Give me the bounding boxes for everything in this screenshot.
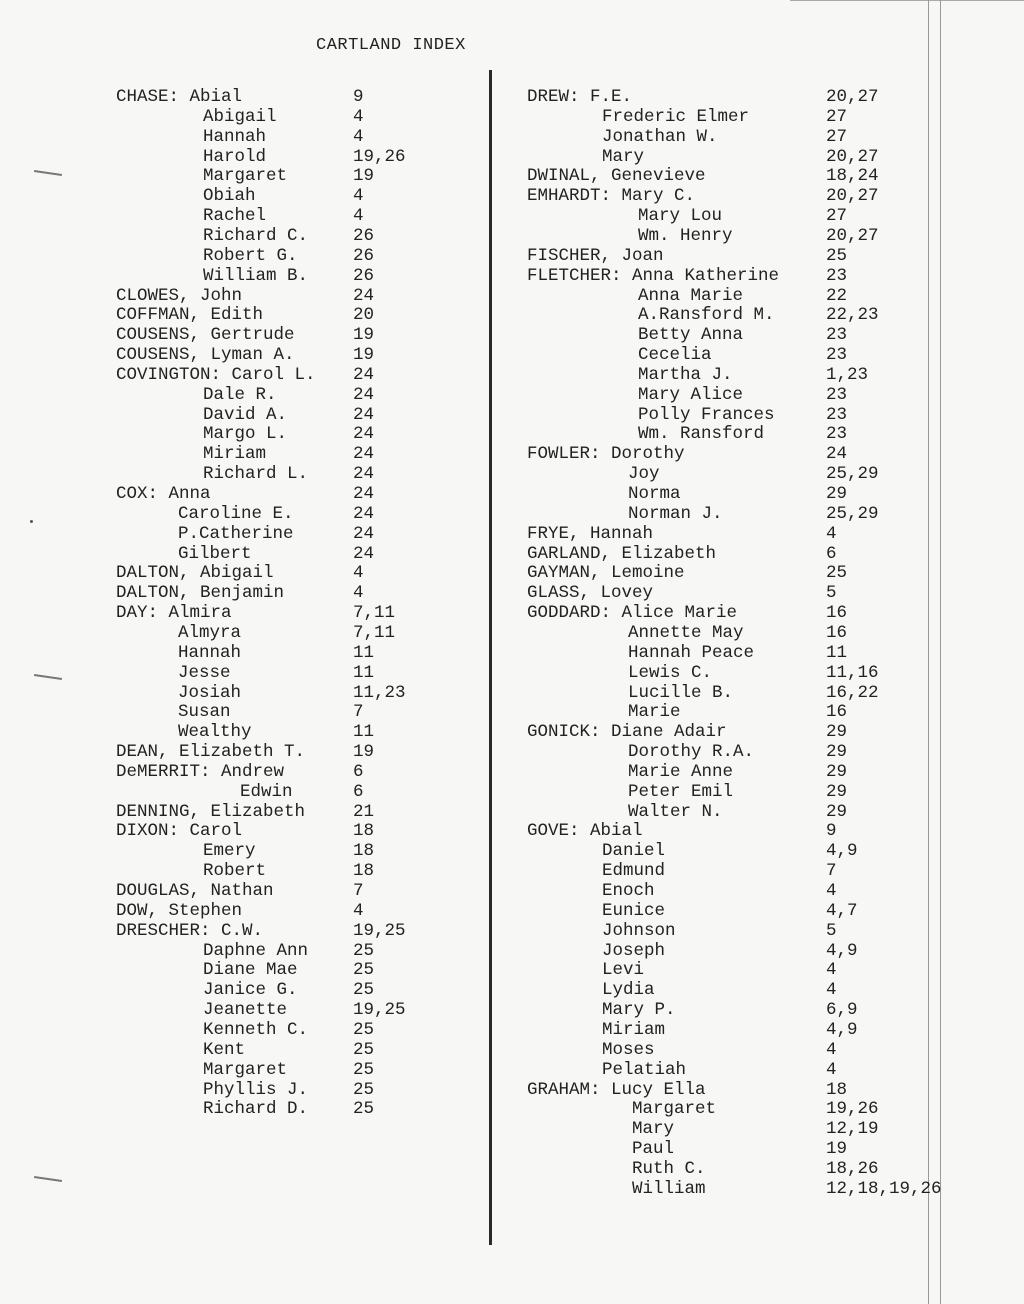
index-entry: [0, 623, 1000, 643]
entry-name: Richard C.: [203, 225, 309, 246]
entry-pages: 24: [353, 543, 375, 564]
entry-pages: 4: [353, 563, 364, 584]
entry-pages: 24: [353, 384, 375, 405]
entry-name: Gilbert: [178, 543, 252, 564]
entry-pages: 24: [353, 523, 375, 544]
index-entry: [0, 683, 1000, 703]
entry-pages: 29: [826, 484, 848, 504]
entry-name: CHASE: Abial: [116, 87, 243, 107]
index-entry: [0, 226, 1000, 246]
entry-pages: 19: [353, 345, 375, 366]
entry-pages: 25: [826, 563, 848, 584]
entry-name: Edwin: [240, 781, 293, 802]
entry-name: Cecelia: [638, 345, 712, 366]
entry-pages: 18,24: [826, 166, 879, 187]
entry-pages: 20,27: [826, 225, 879, 246]
entry-name: Annette May: [628, 622, 744, 643]
entry-pages: 7: [353, 881, 364, 901]
entry-pages: 7,11: [353, 622, 396, 643]
index-entry: [0, 782, 1000, 802]
entry-pages: 22,23: [826, 305, 879, 326]
entry-pages: 6,9: [826, 1000, 858, 1021]
entry-name: Wm. Ransford: [638, 424, 765, 445]
entry-name: DALTON, Abigail: [116, 563, 274, 584]
entry-name: Susan: [178, 702, 231, 723]
entry-pages: 20,27: [826, 186, 879, 207]
index-entry: [0, 147, 1000, 167]
entry-name: DWINAL, Genevieve: [527, 166, 706, 187]
entry-pages: 16: [826, 603, 848, 624]
entry-name: Richard L.: [203, 464, 309, 485]
page-title: CARTLAND INDEX: [316, 36, 466, 55]
entry-pages: 19: [353, 742, 375, 763]
index-entry: [0, 742, 1000, 762]
entry-pages: 20,27: [826, 146, 879, 167]
index-entry: [0, 702, 1000, 722]
entry-pages: 4: [826, 960, 837, 981]
entry-pages: 29: [826, 781, 848, 802]
entry-name: Joseph: [602, 940, 666, 961]
entry-name: Kenneth C.: [203, 1019, 309, 1040]
entry-name: EMHARDT: Mary C.: [527, 186, 696, 207]
entry-name: Richard D.: [203, 1099, 309, 1120]
index-entry: [0, 1020, 1000, 1040]
entry-name: CLOWES, John: [116, 285, 243, 306]
index-entry: [0, 107, 1000, 127]
index-entry: [0, 166, 1000, 186]
index-entry: [0, 385, 1000, 405]
index-entry: [0, 544, 1000, 564]
entry-name: Margaret: [203, 1059, 288, 1080]
entry-name: Margo L.: [203, 424, 288, 445]
entry-name: GARLAND, Elizabeth: [527, 543, 717, 564]
index-entry: [0, 365, 1000, 385]
index-entry: [0, 266, 1000, 286]
entry-name: Polly Frances: [638, 404, 775, 425]
entry-name: Lucille B.: [628, 682, 734, 703]
entry-name: FOWLER: Dorothy: [527, 444, 685, 465]
index-entry: [0, 464, 1000, 484]
entry-pages: 4: [826, 1039, 837, 1060]
entry-pages: 11,16: [826, 662, 879, 683]
index-entry: [0, 881, 1000, 901]
entry-pages: 23: [826, 384, 848, 405]
index-entry: [0, 484, 1000, 504]
entry-pages: 23: [826, 345, 848, 366]
entry-pages: 11,23: [353, 682, 406, 703]
entry-name: William: [632, 1178, 706, 1199]
entry-pages: 29: [826, 801, 848, 822]
entry-name: DIXON: Carol: [116, 821, 243, 842]
entry-pages: 27: [826, 206, 848, 227]
entry-pages: 20,27: [826, 87, 879, 107]
index-entry: [0, 1040, 1000, 1060]
entry-name: Dorothy R.A.: [628, 742, 755, 763]
entry-pages: 26: [353, 225, 375, 246]
entry-name: Margaret: [203, 166, 288, 187]
entry-pages: 27: [826, 126, 848, 147]
entry-name: Mary Alice: [638, 384, 744, 405]
entry-name: Caroline E.: [178, 503, 294, 524]
entry-name: Edmund: [602, 861, 666, 882]
entry-name: Josiah: [178, 682, 242, 703]
entry-name: Lydia: [602, 980, 655, 1001]
index-entry: [0, 424, 1000, 444]
entry-pages: 25: [353, 1019, 375, 1040]
entry-name: Wm. Henry: [638, 225, 733, 246]
entry-pages: 6: [826, 543, 837, 564]
entry-pages: 9: [826, 821, 837, 842]
entry-name: Pelatiah: [602, 1059, 687, 1080]
index-entry: [0, 643, 1000, 663]
entry-pages: 25: [353, 980, 375, 1001]
index-entry: [0, 206, 1000, 226]
entry-name: Robert: [203, 861, 267, 882]
entry-name: Janice G.: [203, 980, 298, 1001]
entry-pages: 27: [826, 106, 848, 127]
entry-pages: 5: [826, 920, 837, 941]
entry-name: Norma: [628, 484, 681, 504]
entry-pages: 4,9: [826, 1019, 858, 1040]
index-entry: [0, 1000, 1000, 1020]
index-entry: [0, 980, 1000, 1000]
entry-pages: 5: [826, 583, 837, 604]
index-entry: [0, 186, 1000, 206]
entry-pages: 11: [353, 642, 375, 663]
index-entry: [0, 1139, 1000, 1159]
entry-name: Miriam: [203, 444, 267, 465]
entry-pages: 23: [826, 325, 848, 346]
index-entry: [0, 127, 1000, 147]
entry-name: DENNING, Elizabeth: [116, 801, 306, 822]
page-edge-top: [790, 0, 1024, 1]
entry-name: Robert G.: [203, 245, 298, 266]
entry-pages: 21: [353, 801, 375, 822]
entry-pages: 18: [353, 821, 375, 842]
entry-pages: 4: [353, 126, 364, 147]
entry-pages: 25: [353, 940, 375, 961]
entry-name: David A.: [203, 404, 288, 425]
entry-pages: 4: [353, 206, 364, 227]
entry-pages: 19,25: [353, 1000, 406, 1021]
entry-pages: 4,9: [826, 940, 858, 961]
entry-name: Emery: [203, 841, 256, 862]
entry-name: GODDARD: Alice Marie: [527, 603, 738, 624]
entry-name: Almyra: [178, 622, 242, 643]
entry-name: Mary Lou: [638, 206, 723, 227]
entry-name: Betty Anna: [638, 325, 744, 346]
entry-pages: 20: [353, 305, 375, 326]
entry-name: GLASS, Lovey: [527, 583, 654, 604]
index-entry: [0, 1159, 1000, 1179]
entry-pages: 24: [353, 444, 375, 465]
index-entry: [0, 325, 1000, 345]
entry-pages: 18: [353, 861, 375, 882]
entry-name: Martha J.: [638, 364, 733, 385]
entry-name: Margaret: [632, 1099, 717, 1120]
entry-pages: 11: [353, 722, 375, 743]
entry-name: Levi: [602, 960, 645, 981]
index-entry: [0, 444, 1000, 464]
entry-name: FRYE, Hannah: [527, 523, 654, 544]
entry-pages: 7: [826, 861, 837, 882]
entry-pages: 19: [826, 1139, 848, 1160]
entry-name: P.Catherine: [178, 523, 294, 544]
entry-name: COFFMAN, Edith: [116, 305, 264, 326]
entry-pages: 23: [826, 404, 848, 425]
entry-name: Peter Emil: [628, 781, 734, 802]
index-entry: [0, 87, 1000, 107]
entry-pages: 24: [353, 484, 375, 504]
entry-name: Jonathan W.: [602, 126, 718, 147]
entry-name: Frederic Elmer: [602, 106, 750, 127]
entry-pages: 4,7: [826, 900, 858, 921]
index-entry: [0, 941, 1000, 961]
index-entry: [0, 504, 1000, 524]
entry-pages: 12,18,19,26: [826, 1178, 942, 1199]
entry-name: Walter N.: [628, 801, 723, 822]
entry-pages: 24: [353, 503, 375, 524]
entry-name: Marie Anne: [628, 761, 734, 782]
entry-pages: 19,26: [353, 146, 406, 167]
entry-name: Mary P.: [602, 1000, 676, 1021]
index-entry: [0, 861, 1000, 881]
entry-pages: 25: [353, 960, 375, 981]
entry-name: DeMERRIT: Andrew: [116, 761, 285, 782]
entry-pages: 4: [353, 900, 364, 921]
entry-pages: 23: [826, 424, 848, 445]
entry-pages: 25,29: [826, 503, 879, 524]
entry-name: Abigail: [203, 106, 277, 127]
entry-pages: 7: [353, 702, 364, 723]
entry-pages: 25: [353, 1059, 375, 1080]
entry-name: Moses: [602, 1039, 655, 1060]
entry-name: Eunice: [602, 900, 666, 921]
entry-pages: 19,25: [353, 920, 406, 941]
entry-name: Lewis C.: [628, 662, 713, 683]
entry-name: Phyllis J.: [203, 1079, 309, 1100]
entry-pages: 4: [826, 1059, 837, 1080]
index-entry: [0, 762, 1000, 782]
entry-name: Anna Marie: [638, 285, 744, 306]
entry-pages: 26: [353, 265, 375, 286]
entry-name: DEAN, Elizabeth T.: [116, 742, 306, 763]
index-entry: [0, 663, 1000, 683]
entry-pages: 4: [353, 583, 364, 604]
entry-pages: 25: [826, 245, 848, 266]
entry-name: Hannah: [178, 642, 242, 663]
index-entry: [0, 821, 1000, 841]
entry-pages: 19,26: [826, 1099, 879, 1120]
entry-name: DRESCHER: C.W.: [116, 920, 264, 941]
entry-name: DREW: F.E.: [527, 87, 633, 107]
entry-name: Paul: [632, 1139, 675, 1160]
entry-pages: 11: [826, 642, 848, 663]
index-entry: [0, 345, 1000, 365]
entry-pages: 25: [353, 1039, 375, 1060]
index-entry: [0, 286, 1000, 306]
entry-name: Mary: [602, 146, 645, 167]
entry-pages: 25: [353, 1079, 375, 1100]
entry-pages: 24: [353, 285, 375, 306]
entry-pages: 24: [353, 364, 375, 385]
entry-pages: 29: [826, 761, 848, 782]
entry-name: Miriam: [602, 1019, 666, 1040]
index-entry: [0, 1060, 1000, 1080]
entry-name: GOVE: Abial: [527, 821, 643, 842]
entry-name: Dale R.: [203, 384, 277, 405]
entry-pages: 26: [353, 245, 375, 266]
index-entry: [0, 1099, 1000, 1119]
entry-pages: 19: [353, 166, 375, 187]
entry-pages: 24: [353, 424, 375, 445]
entry-name: Daphne Ann: [203, 940, 309, 961]
entry-name: Wealthy: [178, 722, 252, 743]
entry-name: William B.: [203, 265, 309, 286]
entry-pages: 18,26: [826, 1158, 879, 1179]
index-entry: [0, 405, 1000, 425]
entry-name: Kent: [203, 1039, 246, 1060]
index-entry: [0, 305, 1000, 325]
index-entry: [0, 802, 1000, 822]
index-entry: [0, 960, 1000, 980]
entry-pages: 25: [353, 1099, 375, 1120]
index-entry: [0, 563, 1000, 583]
index-entry: [0, 901, 1000, 921]
entry-pages: 19: [353, 325, 375, 346]
entry-pages: 16,22: [826, 682, 879, 703]
entry-pages: 29: [826, 742, 848, 763]
index-entry: [0, 1080, 1000, 1100]
entry-pages: 4: [826, 980, 837, 1001]
entry-name: Diane Mae: [203, 960, 298, 981]
entry-pages: 29: [826, 722, 848, 743]
entry-name: Hannah Peace: [628, 642, 755, 663]
entry-name: Joy: [628, 464, 660, 485]
entry-pages: 16: [826, 622, 848, 643]
entry-name: Hannah: [203, 126, 267, 147]
index-entry: [0, 603, 1000, 623]
entry-pages: 24: [826, 444, 848, 465]
entry-name: Daniel: [602, 841, 666, 862]
index-entry: [0, 1119, 1000, 1139]
entry-pages: 4,9: [826, 841, 858, 862]
entry-name: Harold: [203, 146, 267, 167]
entry-pages: 4: [353, 106, 364, 127]
entry-pages: 6: [353, 761, 364, 782]
entry-pages: 24: [353, 404, 375, 425]
entry-pages: 9: [353, 87, 364, 107]
index-entry: [0, 722, 1000, 742]
index-entry: [0, 841, 1000, 861]
entry-name: COUSENS, Gertrude: [116, 325, 295, 346]
entry-pages: 18: [826, 1079, 848, 1100]
entry-name: COVINGTON: Carol L.: [116, 364, 316, 385]
index-entry: [0, 583, 1000, 603]
entry-pages: 11: [353, 662, 375, 683]
entry-name: Obiah: [203, 186, 256, 207]
entry-pages: 4: [826, 523, 837, 544]
entry-name: Rachel: [203, 206, 267, 227]
entry-pages: 18: [353, 841, 375, 862]
entry-name: COUSENS, Lyman A.: [116, 345, 295, 366]
index-entry: [0, 524, 1000, 544]
entry-pages: 25,29: [826, 464, 879, 485]
entry-pages: 24: [353, 464, 375, 485]
entry-name: DOUGLAS, Nathan: [116, 881, 274, 901]
entry-pages: 16: [826, 702, 848, 723]
entry-name: DAY: Almira: [116, 603, 232, 624]
entry-name: GRAHAM: Lucy Ella: [527, 1079, 706, 1100]
entry-pages: 6: [353, 781, 364, 802]
entry-name: FLETCHER: Anna Katherine: [527, 265, 780, 286]
entry-pages: 7,11: [353, 603, 396, 624]
entry-pages: 23: [826, 265, 848, 286]
entry-pages: 4: [353, 186, 364, 207]
entry-name: COX: Anna: [116, 484, 211, 504]
entry-pages: 12,19: [826, 1119, 879, 1140]
entry-name: Johnson: [602, 920, 676, 941]
entry-pages: 1,23: [826, 364, 869, 385]
entry-name: GAYMAN, Lemoine: [527, 563, 685, 584]
entry-name: A.Ransford M.: [638, 305, 775, 326]
index-entry: [0, 1179, 1000, 1199]
entry-name: Norman J.: [628, 503, 723, 524]
entry-name: DOW, Stephen: [116, 900, 243, 921]
entry-name: Marie: [628, 702, 681, 723]
entry-pages: 22: [826, 285, 848, 306]
entry-name: Jeanette: [203, 1000, 288, 1021]
entry-name: DALTON, Benjamin: [116, 583, 285, 604]
entry-name: FISCHER, Joan: [527, 245, 664, 266]
entry-name: Mary: [632, 1119, 675, 1140]
entry-name: GONICK: Diane Adair: [527, 722, 727, 743]
entry-name: Jesse: [178, 662, 231, 683]
entry-name: Enoch: [602, 881, 655, 901]
index-entry: [0, 246, 1000, 266]
entry-pages: 4: [826, 881, 837, 901]
entry-name: Ruth C.: [632, 1158, 706, 1179]
index-entry: [0, 921, 1000, 941]
